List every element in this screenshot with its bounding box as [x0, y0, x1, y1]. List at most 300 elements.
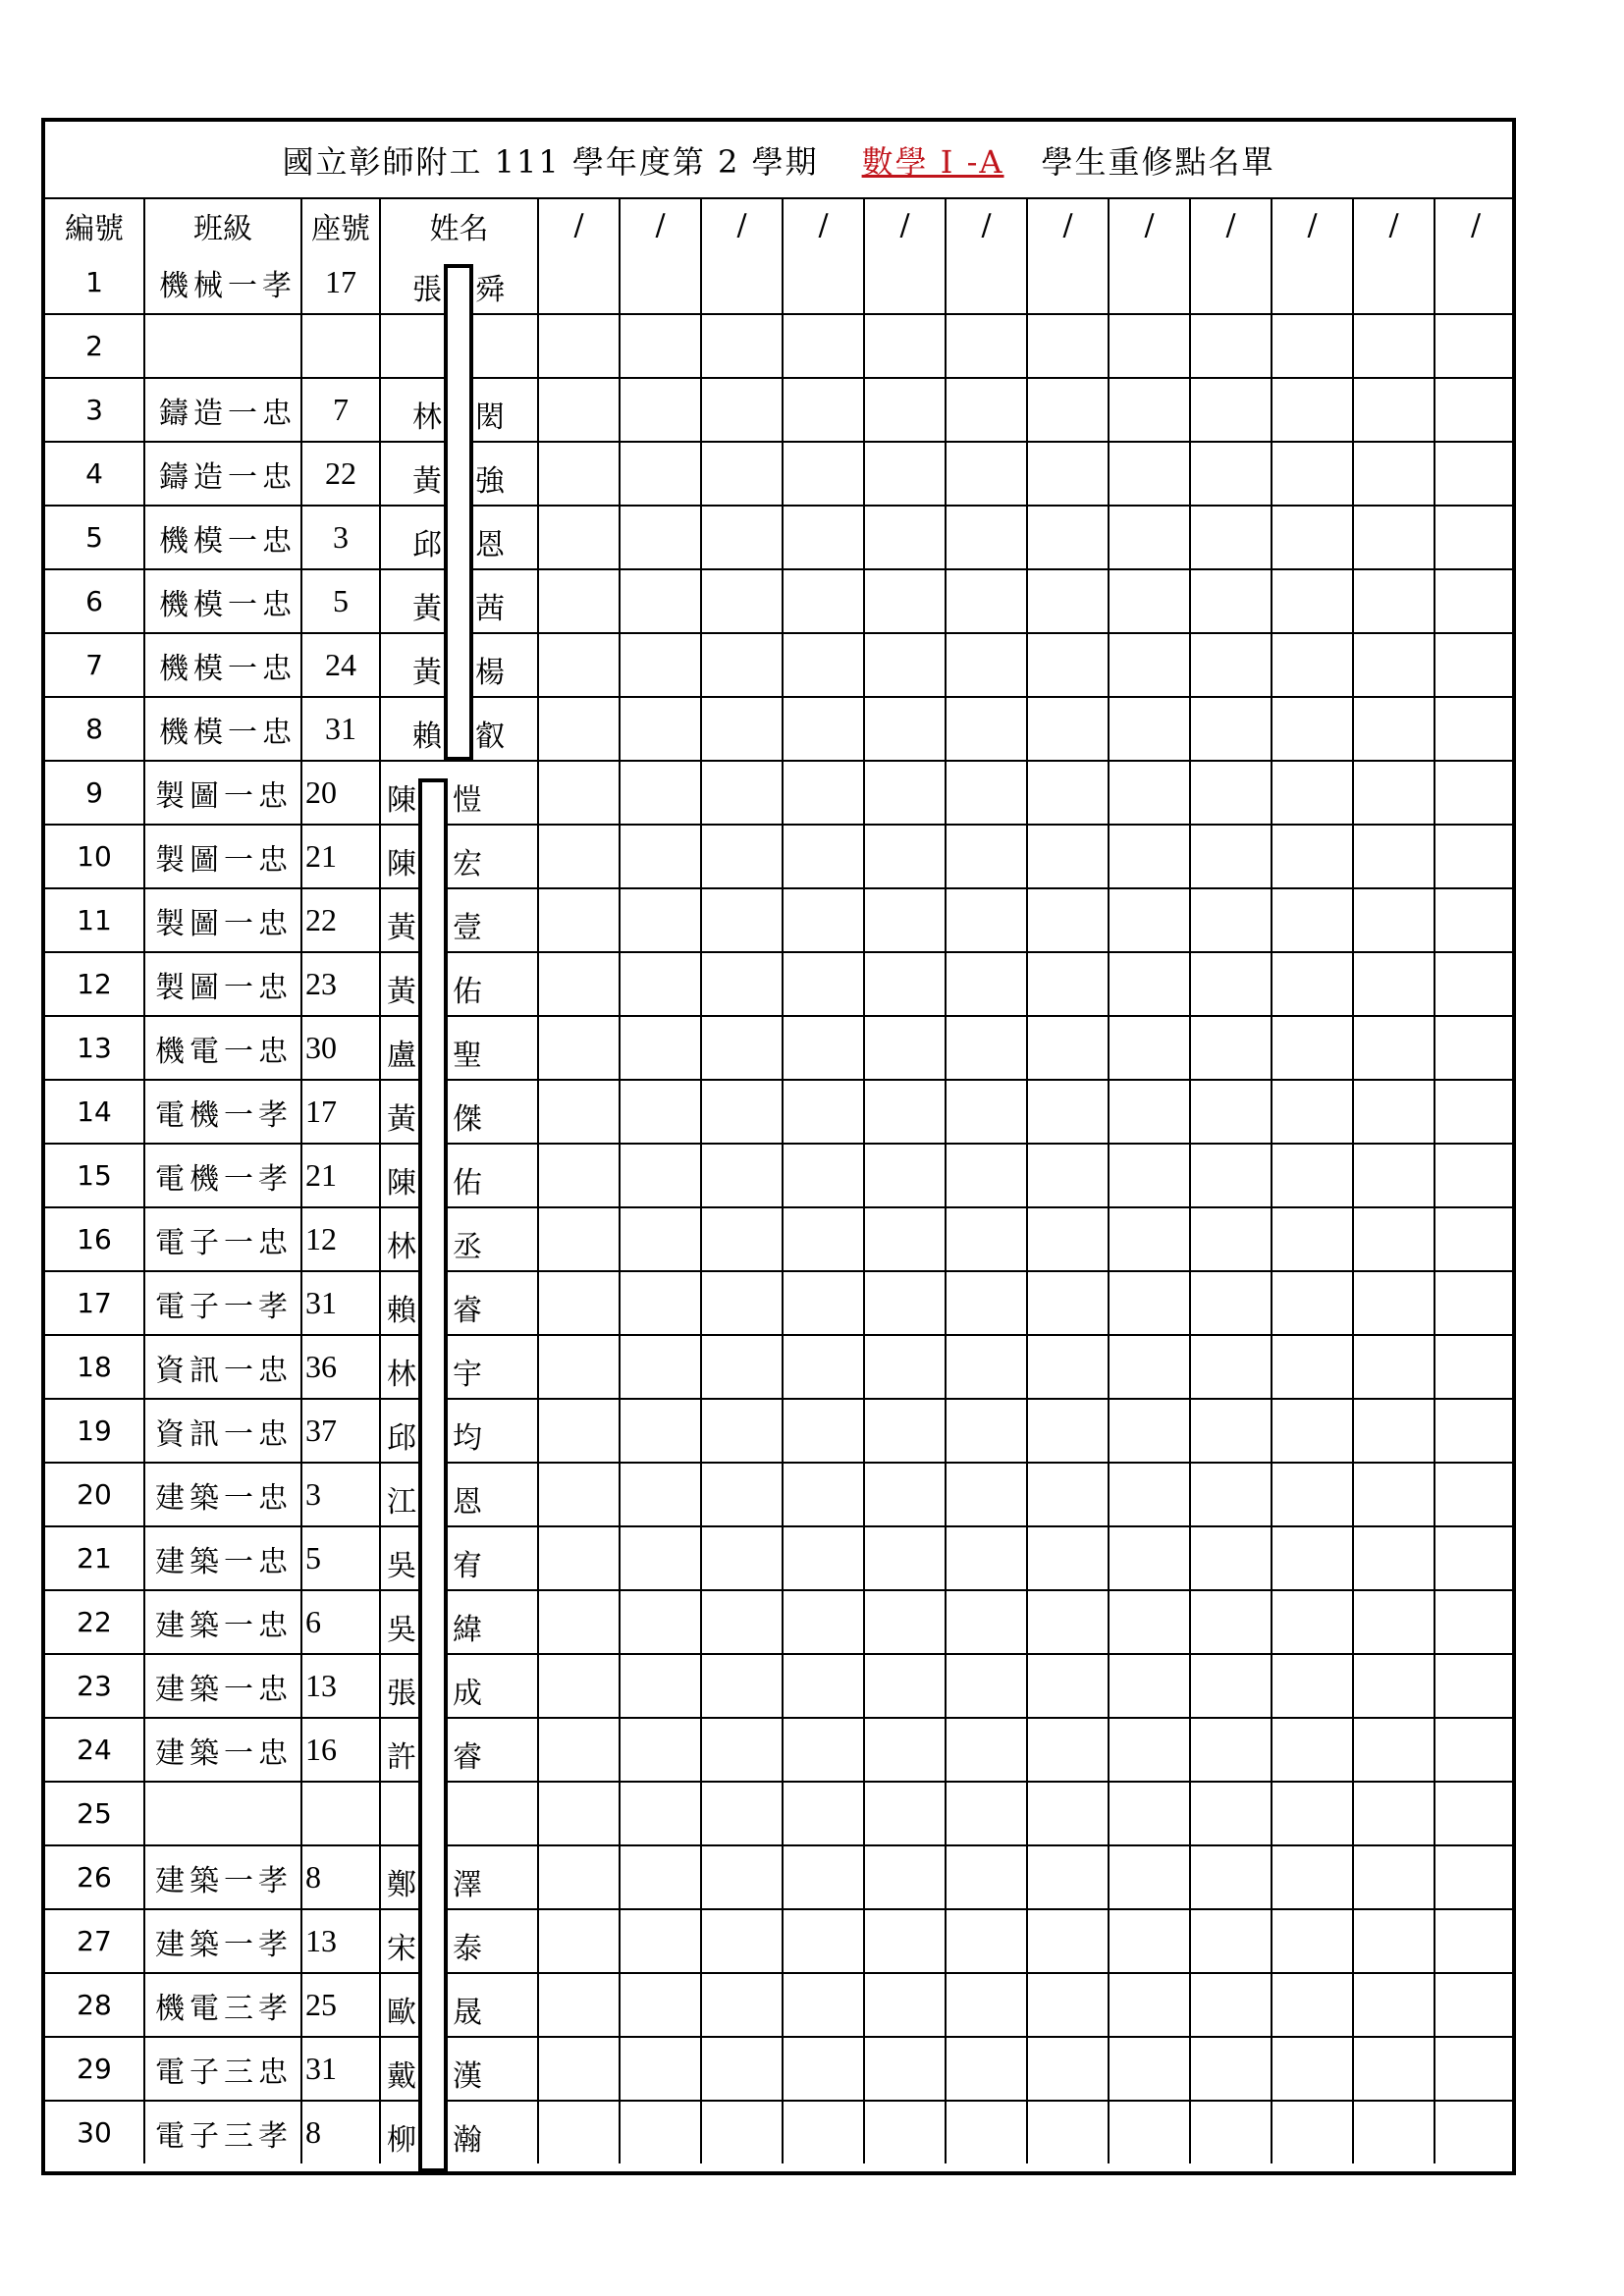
attendance-cell: [1190, 569, 1272, 633]
row-class: 製圖一忠: [144, 761, 301, 825]
attendance-cell: [1353, 569, 1435, 633]
attendance-cell: [1190, 761, 1272, 825]
attendance-cell: [1272, 952, 1353, 1016]
row-class: 建築一忠: [144, 1590, 301, 1654]
attendance-cell: [1190, 1207, 1272, 1271]
row-number: 24: [45, 1718, 144, 1782]
row-given-name: 聖: [453, 1039, 482, 1073]
row-class: 機械一孝: [144, 251, 301, 314]
row-surname: 賴: [387, 1294, 416, 1328]
row-surname: 鄭: [387, 1868, 416, 1902]
row-number: 23: [45, 1654, 144, 1718]
row-seat: 31: [301, 1271, 380, 1335]
attendance-cell: [1027, 697, 1109, 761]
attendance-cell: [538, 952, 620, 1016]
table-row: [45, 1845, 1516, 1909]
row-given-name: 傑: [453, 1102, 482, 1137]
attendance-cell: [1027, 442, 1109, 506]
attendance-cell: [701, 697, 783, 761]
attendance-cell: [1353, 1399, 1435, 1463]
attendance-cell: [701, 1144, 783, 1207]
attendance-cell: [1190, 1016, 1272, 1080]
attendance-cell: [1353, 1782, 1435, 1845]
row-number: 6: [45, 569, 144, 633]
row-given-name: 瀚: [453, 2123, 482, 2158]
table-row: [45, 251, 1516, 314]
row-given-name: 漢: [453, 2059, 482, 2094]
attendance-cell: [620, 1207, 701, 1271]
attendance-cell: [783, 1144, 864, 1207]
row-number: 29: [45, 2037, 144, 2101]
attendance-cell: [1353, 378, 1435, 442]
row-surname: 林: [387, 1358, 416, 1392]
attendance-cell: [1272, 1016, 1353, 1080]
row-seat: 3: [301, 1463, 380, 1526]
header-date-7: /: [1027, 199, 1109, 251]
attendance-cell: [1190, 825, 1272, 888]
attendance-cell: [1435, 1654, 1516, 1718]
attendance-cell: [946, 1399, 1027, 1463]
attendance-cell: [1190, 697, 1272, 761]
attendance-cell: [783, 1526, 864, 1590]
row-number: 16: [45, 1207, 144, 1271]
row-class: 電機一孝: [144, 1080, 301, 1144]
attendance-cell: [783, 506, 864, 569]
attendance-cell: [1109, 1526, 1190, 1590]
attendance-cell: [783, 314, 864, 378]
attendance-cell: [620, 1526, 701, 1590]
attendance-cell: [946, 2101, 1027, 2163]
attendance-cell: [620, 761, 701, 825]
attendance-cell: [1435, 378, 1516, 442]
attendance-cell: [1109, 1016, 1190, 1080]
attendance-cell: [783, 1335, 864, 1399]
attendance-cell: [864, 1973, 946, 2037]
attendance-cell: [1435, 2101, 1516, 2163]
sheet-title: [45, 122, 1512, 199]
attendance-cell: [946, 697, 1027, 761]
attendance-cell: [783, 1080, 864, 1144]
header-date-2: /: [620, 199, 701, 251]
row-seat: 17: [301, 251, 380, 314]
attendance-cell: [538, 1718, 620, 1782]
row-given-name: 澤: [453, 1868, 482, 1902]
attendance-cell: [946, 952, 1027, 1016]
attendance-cell: [538, 1399, 620, 1463]
row-class: 建築一忠: [144, 1526, 301, 1590]
attendance-cell: [538, 1207, 620, 1271]
row-name: [380, 1016, 538, 1080]
attendance-cell: [1272, 442, 1353, 506]
row-surname: 林: [412, 400, 442, 435]
attendance-cell: [1109, 1845, 1190, 1909]
row-name: [380, 1080, 538, 1144]
attendance-cell: [1109, 2037, 1190, 2101]
row-name: [380, 1973, 538, 2037]
attendance-cell: [864, 1335, 946, 1399]
table-row: [45, 2101, 1516, 2163]
attendance-cell: [1435, 1463, 1516, 1526]
attendance-cell: [864, 442, 946, 506]
row-seat: 5: [301, 1526, 380, 1590]
attendance-cell: [946, 442, 1027, 506]
header-date-6: /: [946, 199, 1027, 251]
row-given-name: 丞: [453, 1230, 482, 1264]
attendance-cell: [1109, 1080, 1190, 1144]
attendance-cell: [620, 1590, 701, 1654]
attendance-cell: [620, 314, 701, 378]
row-number: 4: [45, 442, 144, 506]
attendance-cell: [538, 378, 620, 442]
attendance-cell: [701, 761, 783, 825]
header-date-1: /: [538, 199, 620, 251]
row-class: 製圖一忠: [144, 825, 301, 888]
row-class: 資訊一忠: [144, 1335, 301, 1399]
attendance-cell: [620, 2101, 701, 2163]
attendance-cell: [1435, 888, 1516, 952]
attendance-cell: [1027, 2037, 1109, 2101]
header-date-11: /: [1353, 199, 1435, 251]
attendance-cell: [620, 378, 701, 442]
attendance-cell: [1027, 1016, 1109, 1080]
row-surname: 陳: [387, 783, 416, 818]
attendance-cell: [538, 1909, 620, 1973]
attendance-cell: [538, 1782, 620, 1845]
attendance-cell: [701, 825, 783, 888]
row-class: 機模一忠: [144, 506, 301, 569]
attendance-cell: [1272, 1909, 1353, 1973]
attendance-cell: [783, 1463, 864, 1526]
row-seat: 8: [301, 2101, 380, 2163]
attendance-cell: [1027, 1080, 1109, 1144]
attendance-cell: [1353, 251, 1435, 314]
attendance-cell: [701, 1590, 783, 1654]
attendance-cell: [1109, 1463, 1190, 1526]
row-seat: 13: [301, 1654, 380, 1718]
row-given-name: 叡: [475, 720, 505, 754]
row-given-name: 睿: [453, 1294, 482, 1328]
attendance-cell: [538, 888, 620, 952]
row-number: 10: [45, 825, 144, 888]
attendance-cell: [1272, 1144, 1353, 1207]
attendance-cell: [1027, 1207, 1109, 1271]
attendance-cell: [1190, 1590, 1272, 1654]
row-given-name: 均: [453, 1421, 482, 1456]
row-name: [380, 825, 538, 888]
attendance-cell: [1190, 1463, 1272, 1526]
attendance-cell: [538, 569, 620, 633]
table-row: [45, 825, 1516, 888]
row-class: 建築一忠: [144, 1654, 301, 1718]
attendance-cell: [783, 1590, 864, 1654]
attendance-cell: [783, 633, 864, 697]
row-seat: 37: [301, 1399, 380, 1463]
attendance-cell: [1109, 378, 1190, 442]
row-class: 機模一忠: [144, 569, 301, 633]
row-name: [380, 1526, 538, 1590]
attendance-cell: [1027, 1845, 1109, 1909]
attendance-cell: [946, 1144, 1027, 1207]
table-row: [45, 1016, 1516, 1080]
redaction-box-upper: [444, 264, 473, 761]
attendance-cell: [538, 506, 620, 569]
attendance-cell: [946, 1016, 1027, 1080]
attendance-cell: [1190, 1654, 1272, 1718]
header-date-10: /: [1272, 199, 1353, 251]
attendance-cell: [1353, 888, 1435, 952]
attendance-cell: [1109, 1271, 1190, 1335]
attendance-cell: [620, 633, 701, 697]
attendance-cell: [1353, 1845, 1435, 1909]
attendance-cell: [864, 1590, 946, 1654]
attendance-cell: [783, 1973, 864, 2037]
roster-table: [45, 199, 1516, 2163]
attendance-cell: [1353, 442, 1435, 506]
attendance-cell: [1109, 1654, 1190, 1718]
attendance-cell: [1027, 1590, 1109, 1654]
row-name: [380, 1207, 538, 1271]
attendance-cell: [1190, 378, 1272, 442]
row-number: 21: [45, 1526, 144, 1590]
row-number: 26: [45, 1845, 144, 1909]
attendance-cell: [1272, 1335, 1353, 1399]
attendance-cell: [538, 761, 620, 825]
attendance-cell: [1272, 314, 1353, 378]
attendance-cell: [701, 1973, 783, 2037]
attendance-cell: [538, 697, 620, 761]
row-class: [144, 314, 301, 378]
attendance-cell: [1435, 1845, 1516, 1909]
attendance-cell: [1435, 2037, 1516, 2101]
row-name: [380, 1335, 538, 1399]
attendance-cell: [1272, 569, 1353, 633]
table-row: [45, 1335, 1516, 1399]
row-given-name: 茜: [475, 592, 505, 626]
row-class: 建築一忠: [144, 1463, 301, 1526]
attendance-cell: [864, 1207, 946, 1271]
row-given-name: 成: [453, 1677, 482, 1711]
attendance-cell: [1272, 1590, 1353, 1654]
row-number: 9: [45, 761, 144, 825]
row-seat: 24: [301, 633, 380, 697]
row-given-name: 舜: [475, 273, 505, 307]
attendance-cell: [1353, 1590, 1435, 1654]
row-surname: 黃: [412, 656, 442, 690]
row-seat: 31: [301, 2037, 380, 2101]
attendance-cell: [538, 1590, 620, 1654]
attendance-cell: [620, 506, 701, 569]
attendance-cell: [1190, 1080, 1272, 1144]
table-row: [45, 1080, 1516, 1144]
attendance-cell: [538, 1335, 620, 1399]
attendance-cell: [538, 1463, 620, 1526]
attendance-cell: [701, 1080, 783, 1144]
attendance-sheet: [41, 118, 1516, 2175]
attendance-cell: [620, 442, 701, 506]
attendance-cell: [620, 888, 701, 952]
attendance-cell: [946, 1526, 1027, 1590]
attendance-cell: [1435, 697, 1516, 761]
table-row: [45, 506, 1516, 569]
attendance-cell: [864, 506, 946, 569]
attendance-cell: [620, 2037, 701, 2101]
attendance-cell: [1353, 1207, 1435, 1271]
attendance-cell: [1190, 1718, 1272, 1782]
attendance-cell: [1190, 1845, 1272, 1909]
row-given-name: 佑: [453, 975, 482, 1009]
attendance-cell: [864, 251, 946, 314]
attendance-cell: [701, 888, 783, 952]
row-number: 15: [45, 1144, 144, 1207]
attendance-cell: [864, 569, 946, 633]
attendance-cell: [864, 2101, 946, 2163]
table-row: [45, 1144, 1516, 1207]
header-date-8: /: [1109, 199, 1190, 251]
attendance-cell: [1272, 761, 1353, 825]
attendance-cell: [1109, 2101, 1190, 2163]
row-surname: 邱: [387, 1421, 416, 1456]
attendance-cell: [1027, 1973, 1109, 2037]
attendance-cell: [1353, 1271, 1435, 1335]
attendance-cell: [864, 1144, 946, 1207]
row-number: 5: [45, 506, 144, 569]
attendance-cell: [1272, 1080, 1353, 1144]
attendance-cell: [701, 569, 783, 633]
header-date-9: /: [1190, 199, 1272, 251]
attendance-cell: [946, 569, 1027, 633]
attendance-cell: [701, 1207, 783, 1271]
row-number: 14: [45, 1080, 144, 1144]
row-class: 資訊一忠: [144, 1399, 301, 1463]
row-seat: 30: [301, 1016, 380, 1080]
attendance-cell: [1272, 697, 1353, 761]
attendance-cell: [701, 506, 783, 569]
header-class: 班級: [144, 199, 301, 251]
attendance-cell: [701, 378, 783, 442]
attendance-cell: [1109, 888, 1190, 952]
attendance-cell: [1109, 697, 1190, 761]
table-row: [45, 1654, 1516, 1718]
attendance-cell: [783, 378, 864, 442]
attendance-cell: [1109, 1973, 1190, 2037]
attendance-cell: [620, 569, 701, 633]
attendance-cell: [701, 1909, 783, 1973]
row-given-name: 壹: [453, 911, 482, 945]
attendance-cell: [946, 761, 1027, 825]
row-seat: 6: [301, 1590, 380, 1654]
attendance-cell: [1190, 952, 1272, 1016]
attendance-cell: [864, 888, 946, 952]
attendance-cell: [1353, 506, 1435, 569]
attendance-cell: [1109, 569, 1190, 633]
table-row: [45, 761, 1516, 825]
attendance-cell: [1353, 1654, 1435, 1718]
row-seat: [301, 314, 380, 378]
attendance-cell: [620, 1718, 701, 1782]
attendance-cell: [783, 2101, 864, 2163]
attendance-cell: [1109, 1335, 1190, 1399]
table-row: [45, 314, 1516, 378]
attendance-cell: [864, 1845, 946, 1909]
header-date-3: /: [701, 199, 783, 251]
row-number: 18: [45, 1335, 144, 1399]
attendance-cell: [620, 1909, 701, 1973]
attendance-cell: [1027, 251, 1109, 314]
attendance-cell: [1435, 1590, 1516, 1654]
attendance-cell: [620, 1335, 701, 1399]
table-row: [45, 1782, 1516, 1845]
attendance-cell: [946, 1463, 1027, 1526]
attendance-cell: [1109, 761, 1190, 825]
attendance-cell: [864, 1463, 946, 1526]
attendance-cell: [946, 378, 1027, 442]
row-surname: 黃: [412, 592, 442, 626]
row-surname: 張: [412, 273, 442, 307]
attendance-cell: [701, 1782, 783, 1845]
attendance-cell: [538, 633, 620, 697]
attendance-cell: [864, 1909, 946, 1973]
attendance-cell: [1435, 1909, 1516, 1973]
attendance-cell: [864, 1526, 946, 1590]
attendance-cell: [1109, 1144, 1190, 1207]
attendance-cell: [1027, 888, 1109, 952]
title-prefix: 國立彰師附工 111 學年度第 2 學期: [282, 142, 819, 181]
attendance-cell: [1353, 1335, 1435, 1399]
attendance-cell: [1272, 1463, 1353, 1526]
header-number: 編號: [45, 199, 144, 251]
attendance-cell: [620, 1782, 701, 1845]
attendance-cell: [783, 251, 864, 314]
attendance-cell: [701, 1845, 783, 1909]
attendance-cell: [1272, 2037, 1353, 2101]
attendance-cell: [1109, 442, 1190, 506]
attendance-cell: [946, 2037, 1027, 2101]
row-class: 電子一忠: [144, 1207, 301, 1271]
attendance-cell: [1435, 1335, 1516, 1399]
attendance-cell: [783, 442, 864, 506]
attendance-cell: [1272, 1207, 1353, 1271]
row-number: 1: [45, 251, 144, 314]
attendance-cell: [1435, 1016, 1516, 1080]
attendance-cell: [538, 1973, 620, 2037]
row-class: 機模一忠: [144, 697, 301, 761]
attendance-cell: [864, 697, 946, 761]
row-number: 28: [45, 1973, 144, 2037]
attendance-cell: [1353, 2037, 1435, 2101]
row-given-name: 泰: [453, 1932, 482, 1966]
attendance-cell: [1435, 825, 1516, 888]
attendance-cell: [1435, 1718, 1516, 1782]
attendance-cell: [538, 1845, 620, 1909]
row-seat: 31: [301, 697, 380, 761]
attendance-cell: [1272, 251, 1353, 314]
table-row: [45, 1973, 1516, 2037]
row-class: 電機一孝: [144, 1144, 301, 1207]
attendance-cell: [864, 1399, 946, 1463]
attendance-cell: [1109, 1399, 1190, 1463]
row-number: 8: [45, 697, 144, 761]
attendance-cell: [1272, 2101, 1353, 2163]
row-name: [380, 1399, 538, 1463]
attendance-cell: [1027, 633, 1109, 697]
attendance-cell: [1027, 2101, 1109, 2163]
attendance-cell: [1435, 1973, 1516, 2037]
attendance-cell: [946, 314, 1027, 378]
row-seat: 16: [301, 1718, 380, 1782]
attendance-cell: [1027, 1271, 1109, 1335]
attendance-cell: [1272, 378, 1353, 442]
attendance-cell: [701, 251, 783, 314]
